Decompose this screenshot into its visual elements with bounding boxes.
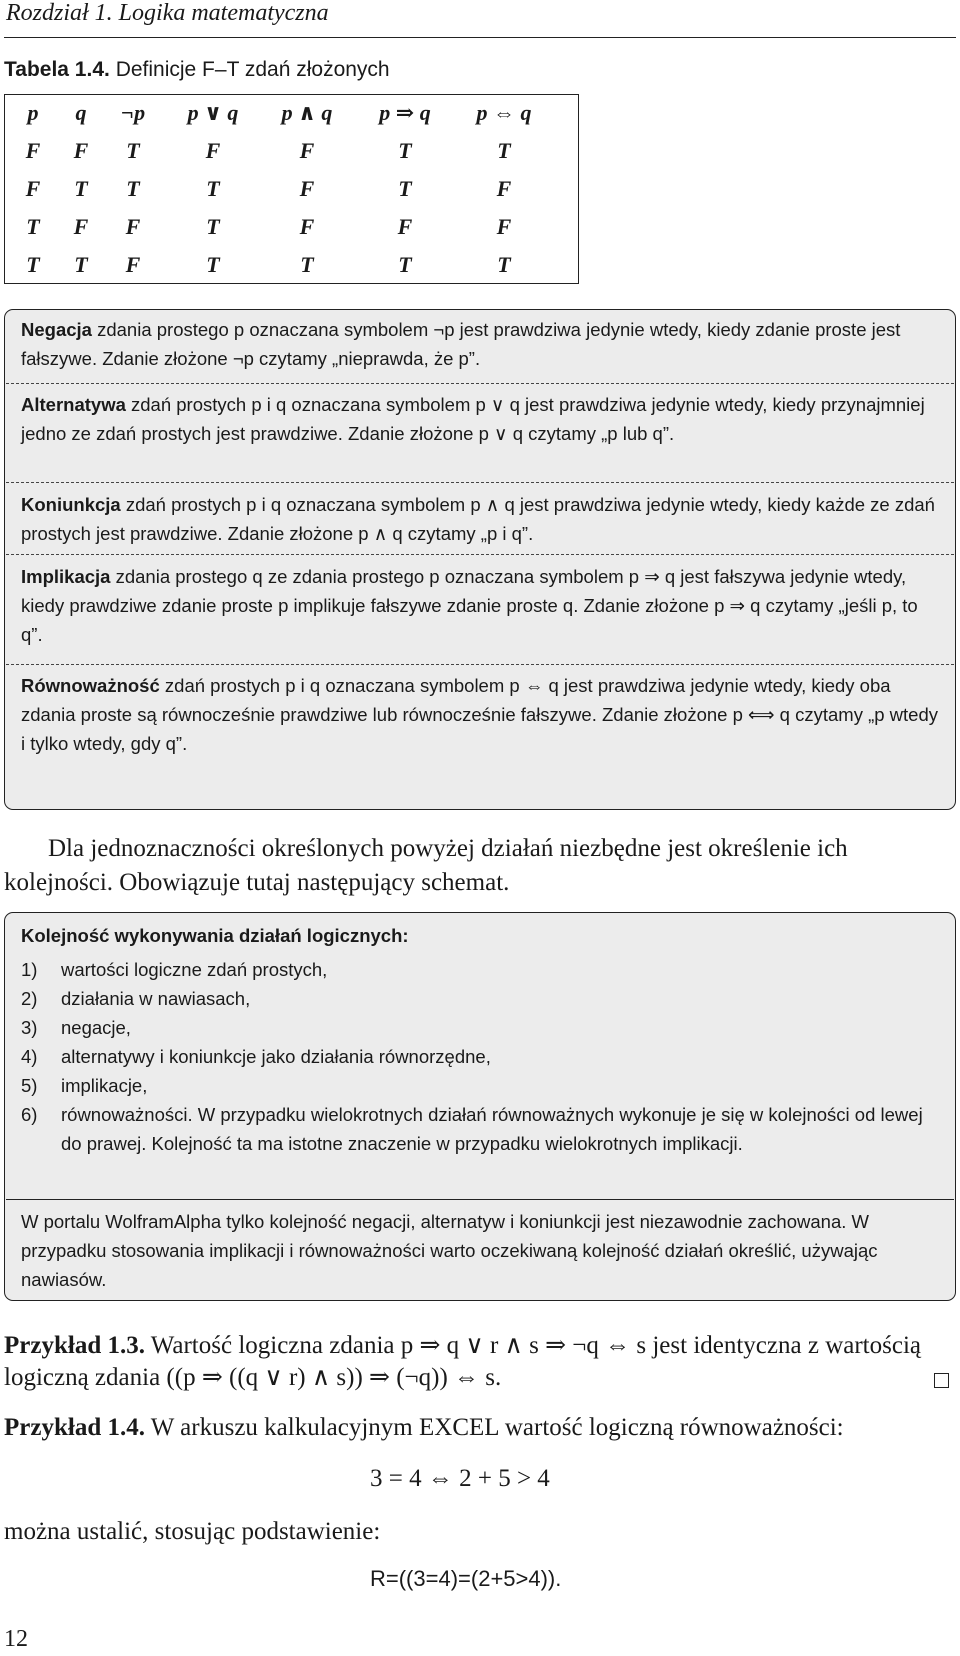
dashed-divider bbox=[6, 482, 954, 483]
table-header-cell: q bbox=[75, 100, 87, 125]
list-item-number: 6) bbox=[21, 1104, 38, 1125]
equivalence-formula: 3 = 4 ⇔ 2 + 5 > 4 bbox=[370, 1465, 550, 1492]
definition-text: zdań prostych p i q oznaczana symbolem p ⇔ q jest prawdziwa jedynie wtedy, kiedy oba zdania proste są równocześnie prawdziwe lub równocześnie fałszywe. Zdanie złożone p ⟺ q czytamy „p wtedy i tylko wtedy, gdy q”. bbox=[21, 675, 939, 754]
table-cell: F bbox=[299, 176, 315, 201]
table-cell: F bbox=[25, 176, 41, 201]
table-cell: F bbox=[73, 214, 89, 239]
dashed-divider bbox=[6, 554, 954, 555]
list-item-number: 4) bbox=[21, 1046, 38, 1067]
table-cell: F bbox=[205, 138, 221, 163]
order-box-title: Kolejność wykonywania działań logicznych: bbox=[21, 925, 409, 946]
table-cell: T bbox=[206, 176, 220, 201]
definition-implikacja bbox=[21, 562, 941, 649]
table-cell: T bbox=[300, 252, 314, 277]
table-cell: F bbox=[73, 138, 89, 163]
definition-term: Koniunkcja bbox=[21, 494, 121, 515]
list-item bbox=[21, 955, 941, 984]
header-rule bbox=[4, 37, 956, 38]
example-1-4 bbox=[4, 1412, 956, 1444]
example-text: Wartość logiczna zdania p ⇒ q ∨ r ∧ s ⇒ ¬q ⇔ s jest identyczna z wartością logiczną zdania ((p ⇒ ((q ∨ r) ∧ s)) ⇒ (¬q)) ⇔ s. bbox=[4, 1332, 921, 1391]
example-1-4-continuation: można ustalić, stosując podstawienie: bbox=[4, 1518, 381, 1545]
table-cell: F bbox=[299, 214, 315, 239]
table-cell: T bbox=[398, 138, 412, 163]
order-box-divider bbox=[6, 1199, 954, 1200]
definition-text: zdania prostego q ze zdania prostego p oznaczana symbolem p ⇒ q jest fałszywa jedynie wtedy, kiedy prawdziwe zdanie proste p implikuje fałszywe zdanie proste q. Zdanie złożone p ⇒ q czytamy „jeśli p, to q”. bbox=[21, 566, 918, 645]
table-header-row bbox=[5, 95, 578, 133]
excel-formula: R=((3=4)=(2+5>4)). bbox=[370, 1566, 562, 1591]
list-item-text: równoważności. W przypadku wielokrotnych działań równoważnych wykonuje je się w kolejności od lewej do prawej. Kolejność ta ma istotne znaczenie w przypadku wielokrotnych implikacji. bbox=[61, 1104, 923, 1154]
list-item-number: 3) bbox=[21, 1017, 38, 1038]
table-cell: F bbox=[397, 214, 413, 239]
list-item bbox=[21, 1042, 941, 1071]
definition-term: Równoważność bbox=[21, 675, 160, 696]
table-cell: F bbox=[496, 214, 512, 239]
table-cell: T bbox=[126, 138, 140, 163]
table-row bbox=[5, 133, 578, 171]
page-number: 12 bbox=[4, 1626, 28, 1652]
list-item-text: implikacje, bbox=[61, 1075, 148, 1096]
table-cell: T bbox=[26, 252, 40, 277]
table-cell: T bbox=[398, 176, 412, 201]
running-header: Rozdział 1. Logika matematyczna bbox=[6, 0, 329, 26]
table-cell: T bbox=[206, 214, 220, 239]
definition-term: Implikacja bbox=[21, 566, 111, 587]
list-item bbox=[21, 1071, 941, 1100]
table-cell: F bbox=[125, 214, 141, 239]
table-cell: F bbox=[125, 252, 141, 277]
list-item-number: 2) bbox=[21, 988, 38, 1009]
table-caption bbox=[4, 58, 390, 82]
definition-text: zdań prostych p i q oznaczana symbolem p ∨ q jest prawdziwa jedynie wtedy, kiedy przynajmniej jedno ze zdań prostych jest prawdziwe. Zdanie złożone p ∨ q czytamy „p lub q”. bbox=[21, 394, 925, 444]
definition-term: Negacja bbox=[21, 319, 92, 340]
order-box bbox=[4, 912, 956, 1301]
list-item-number: 5) bbox=[21, 1075, 38, 1096]
list-item-text: negacje, bbox=[61, 1017, 131, 1038]
table-cell: T bbox=[26, 214, 40, 239]
list-item-number: 1) bbox=[21, 959, 38, 980]
table-cell: F bbox=[25, 138, 41, 163]
list-item bbox=[21, 1013, 941, 1042]
definition-alternatywa bbox=[21, 390, 941, 448]
table-cell: T bbox=[74, 176, 88, 201]
order-box-note: W portalu WolframAlpha tylko kolejność negacji, alternatyw i koniunkcji jest niezawodnie zachowana. W przypadku stosowania implikacji i równoważności warto oczekiwaną kolejność działań określić, używając nawiasów. bbox=[21, 1211, 878, 1290]
list-item-text: działania w nawiasach, bbox=[61, 988, 251, 1009]
table-header-cell: ¬p bbox=[120, 100, 146, 125]
table-cell: T bbox=[497, 138, 511, 163]
truth-table bbox=[4, 94, 579, 284]
table-cell: T bbox=[74, 252, 88, 277]
order-list bbox=[21, 955, 941, 1158]
table-cell: T bbox=[497, 252, 511, 277]
qed-square-icon bbox=[934, 1373, 949, 1388]
dashed-divider bbox=[6, 664, 954, 665]
table-header-cell: p bbox=[27, 100, 39, 125]
list-item-text: alternatywy i koniunkcje jako działania równorzędne, bbox=[61, 1046, 491, 1067]
example-label: Przykład 1.4. bbox=[4, 1414, 145, 1441]
definition-negacja bbox=[21, 315, 941, 373]
definition-koniunkcja bbox=[21, 490, 941, 548]
table-row bbox=[5, 209, 578, 247]
list-item-text: wartości logiczne zdań prostych, bbox=[61, 959, 328, 980]
table-header-cell: p ⇔ q bbox=[476, 100, 532, 125]
definitions-box bbox=[4, 309, 956, 810]
table-cell: T bbox=[398, 252, 412, 277]
table-row bbox=[5, 171, 578, 209]
table-cell: T bbox=[126, 176, 140, 201]
table-row bbox=[5, 247, 578, 285]
definition-term: Alternatywa bbox=[21, 394, 126, 415]
table-header-cell: p ∧ q bbox=[281, 100, 333, 125]
definition-rownowaznosc bbox=[21, 671, 941, 758]
table-caption-text: Definicje F–T zdań złożonych bbox=[115, 58, 390, 81]
example-text: W arkuszu kalkulacyjnym EXCEL wartość logiczną równoważności: bbox=[150, 1414, 844, 1441]
table-caption-label: Tabela 1.4. bbox=[4, 58, 110, 81]
definition-text: zdania prostego p oznaczana symbolem ¬p jest prawdziwa jedynie wtedy, kiedy zdanie proste jest fałszywe. Zdanie złożone ¬p czytamy „nieprawda, że p”. bbox=[21, 319, 901, 369]
table-cell: T bbox=[206, 252, 220, 277]
table-cell: F bbox=[496, 176, 512, 201]
list-item bbox=[21, 1100, 941, 1158]
list-item bbox=[21, 984, 941, 1013]
example-1-3 bbox=[4, 1330, 956, 1394]
body-paragraph: Dla jednoznaczności określonych powyżej działań niezbędne jest określenie ich kolejności. Obowiązuje tutaj następujący schemat. bbox=[4, 835, 848, 896]
table-header-cell: p ⇒ q bbox=[379, 100, 431, 125]
dashed-divider bbox=[6, 383, 954, 384]
example-label: Przykład 1.3. bbox=[4, 1332, 145, 1359]
table-header-cell: p ∨ q bbox=[187, 100, 239, 125]
table-cell: F bbox=[299, 138, 315, 163]
definition-text: zdań prostych p i q oznaczana symbolem p ∧ q jest prawdziwa jedynie wtedy, kiedy każde ze zdań prostych jest prawdziwe. Zdanie złożone p ∧ q czytamy „p i q”. bbox=[21, 494, 935, 544]
